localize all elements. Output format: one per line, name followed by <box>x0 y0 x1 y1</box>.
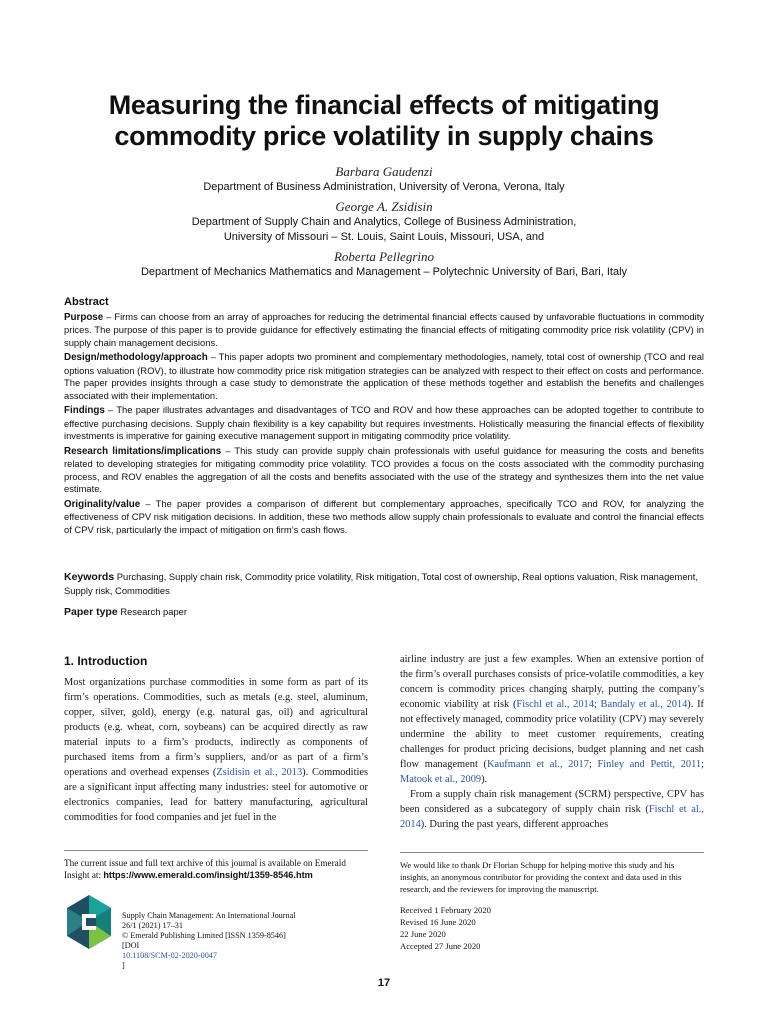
abstract-heading: Abstract <box>64 296 109 308</box>
abstract-originality: Originality/value – The paper provides a comparison of different but complementary approaches, specifically TCO and ROV, for analyzing the effectiveness of CPV risk mitigation decisions. In addition, these two methods allow supply chain professionals to evaluate and control the financial effects of CPV risk, particularly the impact of mitigation on firm’s cash flows. <box>64 497 704 535</box>
paper-title <box>40 90 728 152</box>
body-paragraph: airline industry are just a few examples. When an extensive portion of the firm’s overall purchases consists of price-volatile commodities, a key concern is commodity prices changing sharply, putting the company’s economic viability at risk (Fischl et al., 2014; Bandaly et al., 2014). If not effectively managed, commodity price volatility (CPV) may severely undermine the ability to meet customer requirements, creating challenges for product pricing decisions, budget planning and net cash flow management (Kaufmann et al., 2017; Finley and Pettit, 2011; Matook et al., 2009). <box>400 654 704 785</box>
body-paragraph: From a supply chain risk management (SCRM) perspective, CPV has been considered as a subcategory of supply chain risk (Fischl et al., 2014). During the past years, different approaches <box>400 789 704 830</box>
abstract <box>64 296 704 538</box>
acknowledgment-text: We would like to thank Dr Florian Schupp for helping motive this study and his insights, an anonymous contributor for providing the context and data used in this research, and the reviewers for improving the manuscript. <box>400 860 682 894</box>
right-column <box>400 652 704 832</box>
paper-type-value: Research paper <box>120 606 188 617</box>
citation-link[interactable]: Finley and Pettit, 2011 <box>597 759 702 770</box>
title-line-2: commodity price volatility in supply chains <box>114 121 654 151</box>
author-block <box>40 163 728 283</box>
submission-dates <box>400 904 704 952</box>
journal-volume: 26/1 (2021) 17–31 <box>122 921 183 930</box>
left-column <box>64 652 368 825</box>
journal-citation <box>122 911 372 971</box>
citation-link[interactable]: Matook et al., 2009 <box>400 774 482 785</box>
journal-archive-note: The current issue and full text archive of this journal is available on Emerald Insight at: https://www.emerald.com/insight/1359-8546.htm <box>64 850 368 881</box>
abstract-design: Design/methodology/approach – This paper adopts two prominent and complementary methodologies, namely, total cost of ownership (TCO and real options valuation (ROV), to illustrate how commodity price risk mitigation strategies can be analyzed with respect to their effect on costs and performance. The paper provides insights through a case study to demonstrate the application of these methods together and establish the benefits and challenges associated with their implementation. <box>64 351 704 401</box>
author-name: Barbara Gaudenzi <box>335 164 433 179</box>
author-name: Roberta Pellegrino <box>333 249 434 264</box>
keywords-text: Purchasing, Supply chain risk, Commodity price volatility, Risk mitigation, Total cost of ownership, Real options valuation, Risk management, Supply risk, Commodities <box>64 571 698 596</box>
date-revised: Revised 16 June 2020 <box>400 917 476 927</box>
paper-type-label: Paper type <box>64 606 118 618</box>
citation-link[interactable]: Fischl et al., 2014 <box>400 804 704 830</box>
author-affiliation: Department of Supply Chain and Analytics, College of Business Administration, University of Missouri – St. Louis, Saint Louis, Missouri, USA, and <box>191 216 577 243</box>
abstract-limitations: Research limitations/implications – This study can provide supply chain professionals with useful guidance for measuring the costs and benefits related to developing strategies for mitigating commodity price volatility. TCO provides a focus on the costs associated with the commodity purchasing process, and ROV enables the aggregation of all the costs and benefits associated with the use of the strategy and synthesizes them into the net value estimate. <box>64 444 704 494</box>
citation-link[interactable]: Bandaly et al., 2014 <box>600 699 688 710</box>
journal-info-box <box>64 893 368 970</box>
date-received: Received 1 February 2020 <box>400 905 491 915</box>
citation-link[interactable]: Zsidisin et al., 2013 <box>216 767 303 778</box>
abstract-findings: Findings – The paper illustrates advantages and disadvantages of TCO and ROV and how these approaches can be adopted together to contribute to effective purchasing decisions. Supply chain flexibility is a key capability but requires investments. Holistically measuring the financial effects of flexibility investments is imperative for gaining executive management support in mitigating commodity price volatility. <box>64 404 704 441</box>
journal-name: Supply Chain Management: An International Journal <box>122 911 296 920</box>
doi-link[interactable]: 10.1108/SCM-02-2020-0047 <box>122 951 217 960</box>
date-accepted: Accepted 27 June 2020 <box>400 941 481 951</box>
acknowledgment-note <box>400 852 704 952</box>
journal-doi: [DOI 10.1108/SCM-02-2020-0047 ] <box>122 941 217 970</box>
paper-type <box>64 605 704 619</box>
keywords <box>64 570 704 597</box>
body-paragraph: Most organizations purchase commodities in some form as part of its firm’s operations. Commodities, such as metals (e.g. steel, aluminum, copper, silver, gold), energy (e.g. natural gas, oil) and agricultural products (e.g. wheat, corn, soybeans) can be acquired directly as raw material inputs to a firm’s products, indirectly as components of purchased items from a firm’s suppliers, and/or as part of a firm’s operations and overhead expenses (Zsidisin et al., 2013). Commodities are a significant input affecting many industries: steel for automotive or electronics companies, lead for battery manufacturing, agricultural commodities for food companies and jet fuel in the <box>64 677 368 823</box>
author-name: George A. Zsidisin <box>335 199 433 214</box>
section-heading: 1. Introduction <box>64 654 148 668</box>
journal-url-link[interactable]: https://www.emerald.com/insight/1359-8546.htm <box>103 870 313 880</box>
author-affiliation: Department of Business Administration, University of Verona, Verona, Italy <box>203 181 565 193</box>
emerald-logo-icon <box>64 893 114 951</box>
citation-link[interactable]: Fischl et al., 2014 <box>516 699 594 710</box>
abstract-purpose: Purpose – Firms can choose from an array of approaches for reducing the detrimental financial effects caused by unfavorable fluctuations in commodity prices. The purpose of this paper is to provide guidance for effectively estimating the financial effects of mitigating commodity price risk volatility (CPV) in supply chain management decisions. <box>64 310 704 348</box>
citation-link[interactable]: Kaufmann et al., 2017 <box>486 759 589 770</box>
page-number: 17 <box>377 977 391 989</box>
title-line-1: Measuring the financial effects of mitigating <box>108 90 660 120</box>
keywords-label: Keywords <box>64 571 115 583</box>
journal-publisher: © Emerald Publishing Limited [ISSN 1359-8546] <box>122 931 286 940</box>
author-affiliation: Department of Mechanics Mathematics and Management – Polytechnic University of Bari, Bari, Italy <box>140 266 628 278</box>
date-revised-2: 22 June 2020 <box>400 929 446 939</box>
